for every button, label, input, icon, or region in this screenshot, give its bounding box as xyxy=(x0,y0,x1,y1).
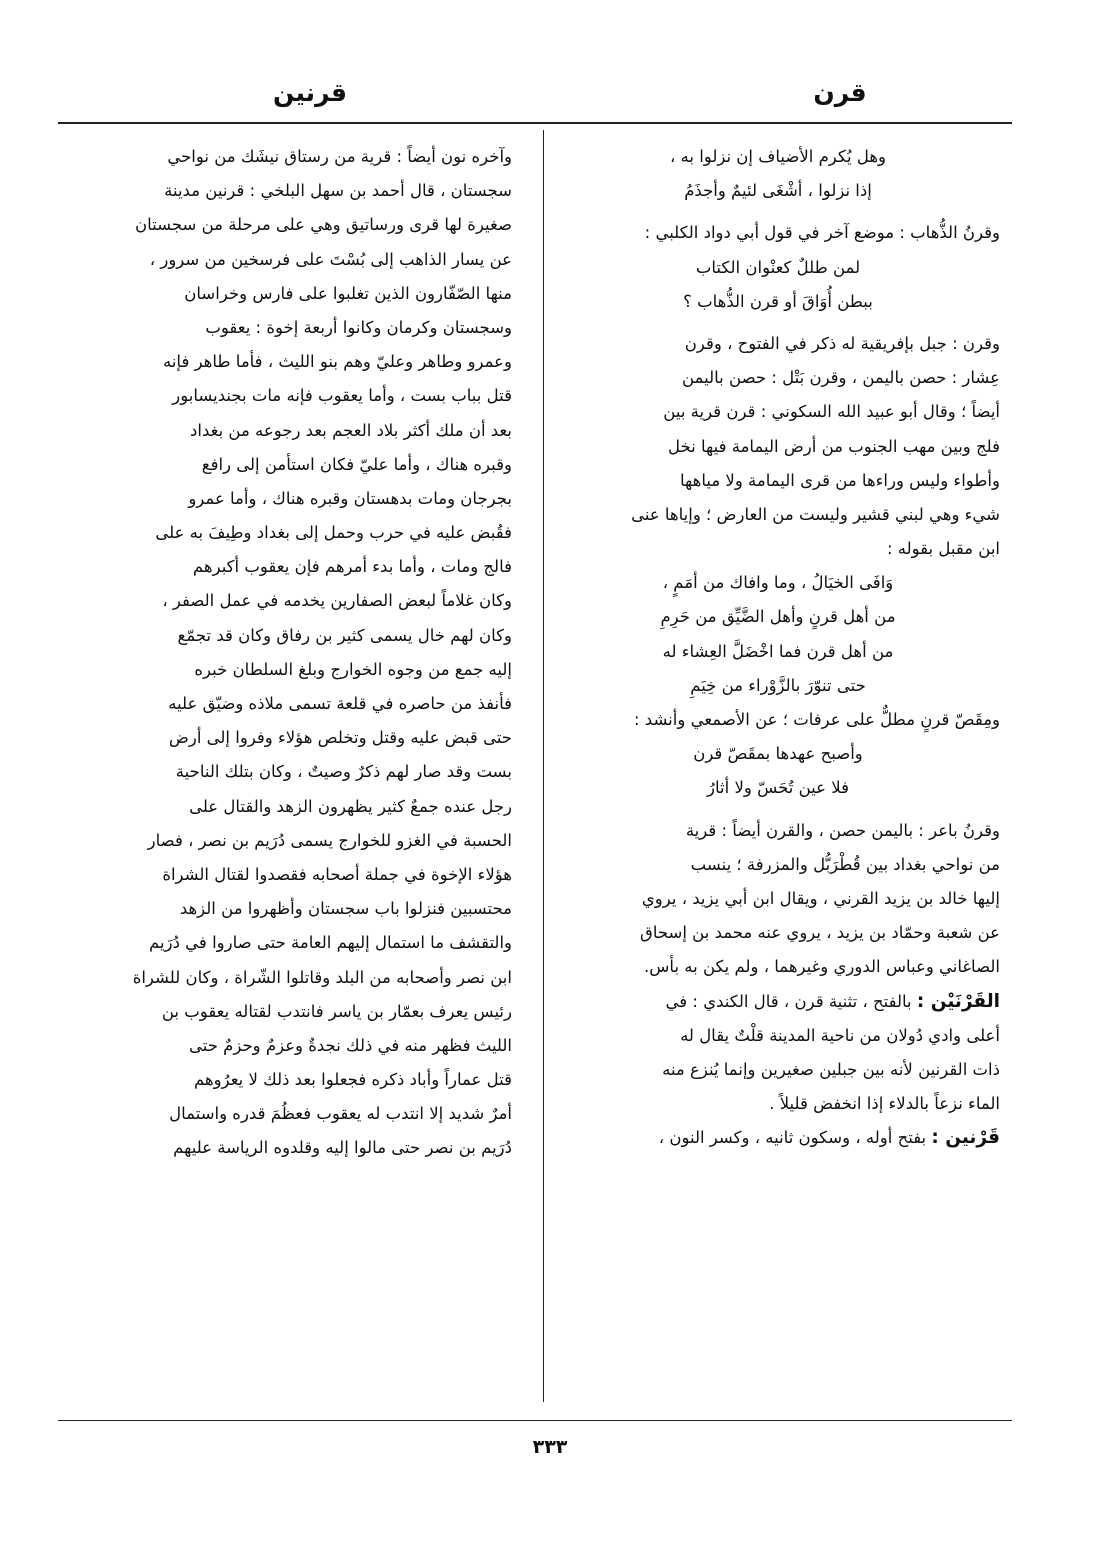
verse-line: فلا عين تُحَسّ ولا أثارُ xyxy=(707,778,849,798)
entry-first-line xyxy=(556,1121,1000,1155)
verse-line: من أهل قرن فما اخْضَلَّ العِشاء له xyxy=(662,641,894,661)
verse-line: ببطن أُوَاقَ أو قرن الذُّهاب ؟ xyxy=(683,291,873,311)
text-line: الليث فظهر منه في ذلك نجدةٌ وعزمٌ وحزمٌ حتى xyxy=(188,1035,512,1055)
text-line: محتسبين فنزلوا باب سجستان وأظهروا من الزهد xyxy=(179,899,512,919)
text-line: فأنفذ من حاصره في قلعة تسمى ملاذه وضيّق عليه xyxy=(168,694,512,713)
verse-line: وهل يُكرم الأضياف إن نزلوا به ، xyxy=(669,147,887,166)
text-line: فقُبض عليه في حرب وحمل إلى بغداد وطِيفَ به على xyxy=(155,523,512,543)
running-header-right: قرن xyxy=(813,78,867,107)
text-line: دُرَيم بن نصر حتى مالوا إليه وقلدوه الرياسة عليهم xyxy=(173,1138,512,1158)
text-line: وقبره هناك ، وأما عليّ فكان استأمن إلى رافع xyxy=(201,454,512,474)
verse-line: إذا نزلوا ، أشْغَى لئيمٌ وأجذَمُ xyxy=(684,181,872,201)
text-line: إليه جمع من وجوه الخوارج وبلغ السلطان خبره xyxy=(194,659,512,679)
text-line: الماء نزعاً بالدلاء إذا انخفض قليلاً . xyxy=(769,1094,1000,1114)
verse-line: لمن طللٌ كعنْوان الكتاب xyxy=(695,257,861,277)
text-line: وآخره نون أيضاً : قرية من رستاق نيشَك من نواحي xyxy=(167,147,512,166)
right-column xyxy=(556,140,1000,1155)
verse-line: من أهل قرنٍ وأهل الضَّيِّق من حَرِمِ xyxy=(660,607,896,627)
text-line: رئيس يعرف بعمّار بن ياسر فانتدب لقتاله يعقوب بن xyxy=(161,1001,512,1021)
header-rule xyxy=(58,122,1012,124)
text-line: الحسبة في الغزو للخوارج يسمى دُرَيم بن نصر ، فصار xyxy=(147,830,512,850)
text-line: بعد أن ملك أكثر بلاد العجم بعد رجوعه من بغداد xyxy=(190,420,512,440)
text-line: وكان غلاماً لبعض الصفارين يخدمه في عمل الصفر ، xyxy=(162,591,512,611)
text-line: صغيرة لها قرى ورساتيق وهي على مرحلة من سجستان xyxy=(135,215,512,235)
text-line: ذات القرنين لأنه بين جبلين صغيرين وإنما يُنزع منه xyxy=(662,1059,1000,1079)
text-line: قتل بباب بست ، وأما يعقوب فإنه مات بجنديسابور xyxy=(172,386,512,406)
text-line: وقرنُ باعر : باليمن حصن ، والقرن أيضاً : قرية xyxy=(685,820,1000,840)
text-line: عن شعبة وحمّاد بن يزيد ، يروي عنه محمد بن إسحاق xyxy=(640,923,1000,943)
text-line: من نواحي بغداد بين قُطْرَبُّل والمزرفة ؛ ينسب xyxy=(690,854,1000,874)
text-line: فلج وبين مهب الجنوب من أرض اليمامة فيها نخل xyxy=(668,436,1000,456)
running-header-left: قرنين xyxy=(272,78,347,107)
entry-first-line xyxy=(556,985,1000,1019)
text-line: وقرنُ الذُّهاب : موضع آخر في قول أبي دواد الكلبي : xyxy=(644,223,1000,243)
column-divider xyxy=(543,130,544,1402)
entry-text: بفتح أوله ، وسكون ثانيه ، وكسر النون ، xyxy=(658,1128,932,1148)
text-line: أيضاً ؛ وقال أبو عبيد الله السكوني : قرن قرية بين xyxy=(663,402,1000,422)
text-line: شيء وهي لبني قشير وليست من العارض ؛ وإياها عنى xyxy=(631,504,1000,524)
text-line: رجل عنده جمعٌ كثير يظهرون الزهد والقتال على xyxy=(189,796,512,816)
page-number: ٣٣٣ xyxy=(532,1436,568,1458)
text-line: عِشار : حصن باليمن ، وقرن بَتْل : حصن باليمن xyxy=(682,368,1000,388)
text-line: بجرجان ومات بدهستان وقبره هناك ، وأما عمرو xyxy=(188,488,512,508)
text-line: والتقشف ما استمال إليهم العامة حتى صاروا في دُرَيم xyxy=(149,933,512,953)
text-line: وأطواء وليس وراءها من قرى اليمامة ولا مياهها xyxy=(680,470,1000,490)
verse-line: وَافَى الخيَالُ ، وما وافاك من أمَمٍ ، xyxy=(662,573,894,593)
text-line: ومِقَصّ قرنٍ مطلٌّ على عرفات ؛ عن الأصمعي وأنشد : xyxy=(634,710,1000,729)
text-line: قتل عماراً وأباد ذكره فجعلوا بعد ذلك لا يعرُوهم xyxy=(193,1070,512,1090)
left-column xyxy=(72,140,512,1166)
text-line: وقرن : جبل بإفريقية له ذكر في الفتوح ، وقرن xyxy=(684,333,1000,353)
text-line: هؤلاء الإخوة في جملة أصحابه فقصدوا لقتال الشراة xyxy=(162,864,512,884)
text-line: إليها خالد بن يزيد القرني ، ويقال ابن أبي يزيد ، يروي xyxy=(641,888,1000,908)
text-line: أمرٌ شديد إلا انتدب له يعقوب فعظُمَ قدره واستمال xyxy=(169,1104,512,1124)
entry-headword: القَرْنَيْن : xyxy=(916,990,1000,1012)
entry-text: بالفتح ، تثنية قرن ، قال الكندي : في xyxy=(665,991,917,1011)
text-line: حتى قبض عليه وقتل وتخلص هؤلاء وفروا إلى أرض xyxy=(168,728,512,748)
text-line: منها الصّفّارون الذين تغلبوا على فارس وخراسان xyxy=(184,283,512,303)
text-line: أعلى وادي دُولان من ناحية المدينة قلْتٌ يقال له xyxy=(680,1025,1000,1045)
text-line: وسجستان وكرمان وكانوا أربعة إخوة : يعقوب xyxy=(205,317,512,337)
text-line: ابن نصر وأصحابه من البلد وقاتلوا الشّراة ، وكان للشراة xyxy=(132,967,512,987)
entry-headword: قَرْنين : xyxy=(931,1127,1000,1149)
footer-rule xyxy=(58,1420,1012,1421)
text-line: فالج ومات ، وأما بدء أمرهم فإن يعقوب أكبرهم xyxy=(192,557,512,577)
text-line: الصاغاني وعباس الدوري وغيرهما ، ولم يكن به بأس. xyxy=(644,957,1000,977)
text-line: وعمرو وطاهر وعليّ وهم بنو الليث ، فأما طاهر فإنه xyxy=(162,352,512,372)
text-line: ابن مقبل بقوله : xyxy=(886,539,1000,559)
verse-line: وأصبح عهدها بمقَصّ قرن xyxy=(693,744,863,764)
text-line: سجستان ، قال أحمد بن سهل البلخي : قرنين مدينة xyxy=(164,181,512,201)
verse-line: حتى تنوّرَ بالزَّوْراء من خِيَمِ xyxy=(690,675,866,695)
text-line: وكان لهم خال يسمى كثير بن رفاق وكان قد تجمّع xyxy=(177,625,512,645)
text-line: عن يسار الذاهب إلى بُسْتَ على فرسخين من سرور ، xyxy=(149,249,512,269)
text-line: بست وقد صار لهم ذكرٌ وصيتٌ ، وكان بتلك الناحية xyxy=(175,762,512,782)
